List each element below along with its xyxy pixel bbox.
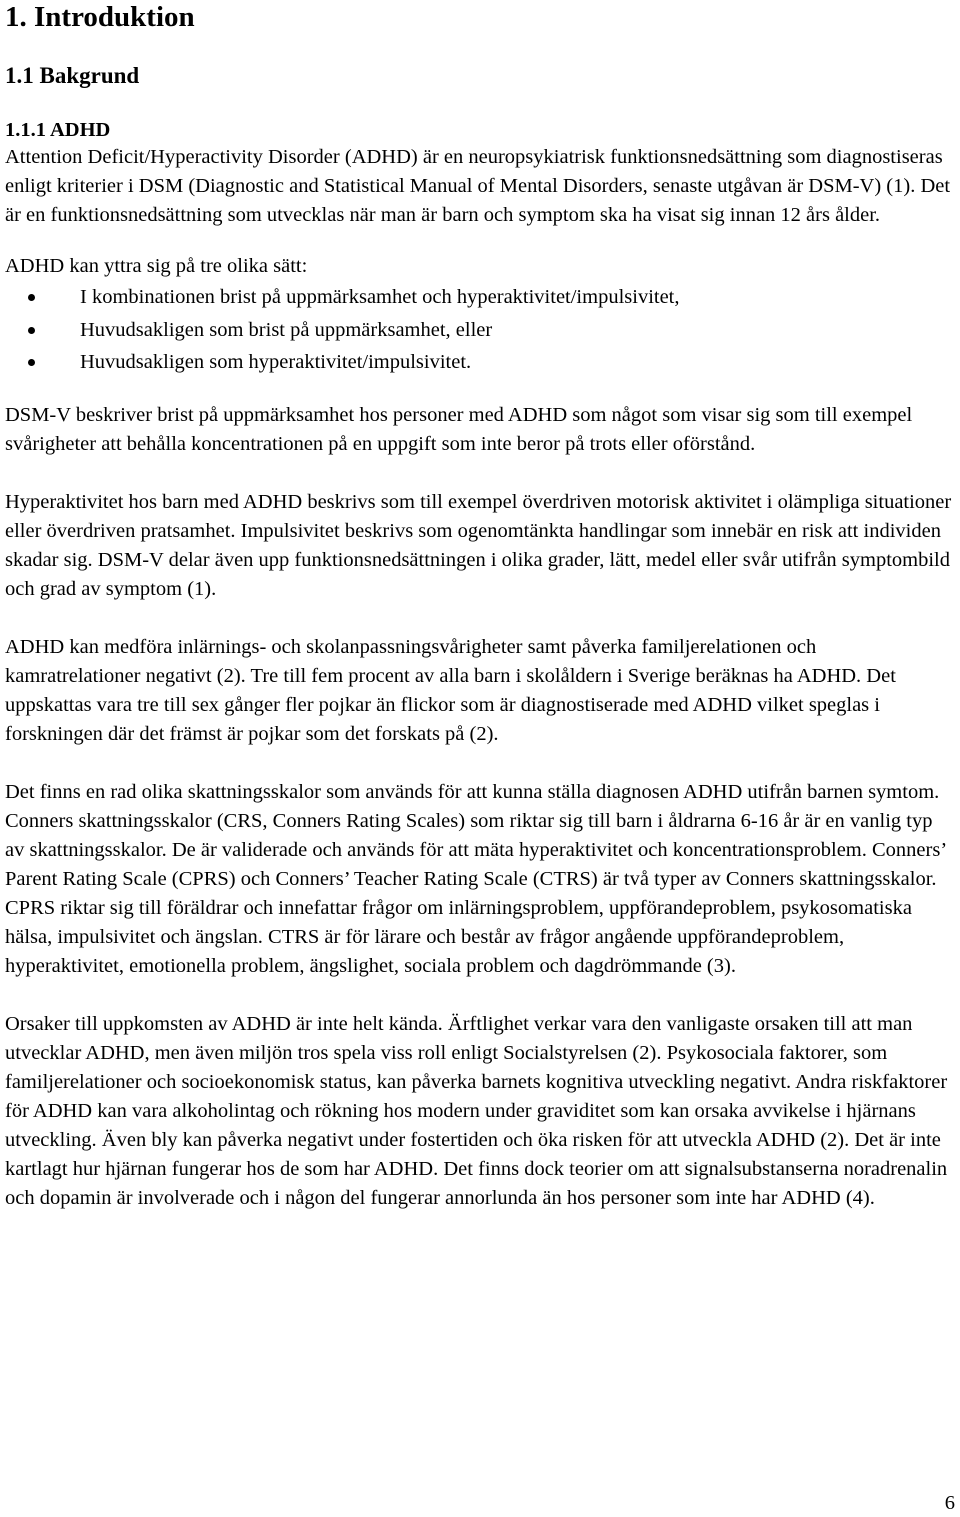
paragraph-causes: Orsaker till uppkomsten av ADHD är inte helt kända. Ärftlighet verkar vara den vanligaste orsaken till att man utvecklar ADHD, men även miljön tros spela viss roll enligt Socialstyrelsen (2). Psykosociala faktorer, som familjerelationer och socioekonomisk status, kan påverka barnets kognitiva utveckling negativt. Andra riskfaktorer för ADHD kan vara alkoholintag och rökning hos modern under graviditet som kan orsaka avvikelse i hjärnans utveckling. Även bly kan påverka negativt under fostertiden och öka risken för att utveckla ADHD (2). Det är inte kartlagt hur hjärnan fungerar hos de som har ADHD. Det finns dock teorier om att signalsubstanserna noradrenalin och dopamin är involverade och i någon del fungerar annorlunda än hos personer som inte har ADHD (4). <box>5 1012 948 1209</box>
chapter-heading: 1. Introduktion <box>5 1 195 33</box>
paragraph-hyperactivity: Hyperaktivitet hos barn med ADHD beskrivs som till exempel överdriven motorisk aktivitet i olämpliga situationer eller överdriven pratsamhet. Impulsivitet beskrivs som ogenomtänkta handlingar som innebär en risk att individen skadar sig. DSM-V delar även upp funktionsnedsättningen i olika grader, lätt, medel eller svår utifrån symptombild och grad av symptom (1). <box>5 490 952 600</box>
bullet-icon <box>28 294 35 301</box>
list-item <box>5 281 955 314</box>
list-intro: ADHD kan yttra sig på tre olika sätt: <box>5 255 308 277</box>
list-item <box>5 346 955 379</box>
list-item-text: I kombinationen brist på uppmärksamhet och hyperaktivitet/impulsivitet, <box>80 286 680 308</box>
list-item <box>5 314 955 347</box>
bullet-icon <box>28 359 35 366</box>
list-item-text: Huvudsakligen som hyperaktivitet/impulsivitet. <box>80 351 472 373</box>
bullet-icon <box>28 327 35 334</box>
section-heading: 1.1 Bakgrund <box>5 63 140 88</box>
page-number: 6 <box>944 1492 955 1514</box>
paragraph-intro: Attention Deficit/Hyperactivity Disorder (ADHD) är en neuropsykiatrisk funktionsnedsättning som diagnostiseras enligt kriterier i DSM (Diagnostic and Statistical Manual of Mental Disorders, senaste utgåvan är DSM-V) (1). Det är en funktionsnedsättning som utvecklas när man är barn och symptom ska ha visat sig innan 12 års ålder. <box>5 146 951 226</box>
subsection-heading: 1.1.1 ADHD <box>5 119 111 141</box>
paragraph-rating-scales: Det finns en rad olika skattningsskalor som används för att kunna ställa diagnosen ADHD utifrån barnen symtom. Conners skattningsskalor (CRS, Conners Rating Scales) som riktar sig till barn i åldrarna 6-16 år är en vanlig typ av skattningsskalor. De är validerade och används för att mäta hyperaktivitet och koncentrationsproblem. Conners’ Parent Rating Scale (CPRS) och Conners’ Teacher Rating Scale (CTRS) är två typer av Conners skattningsskalor. CPRS riktar sig till föräldrar och innefattar frågor om inlärningsproblem, uppförandeproblem, psykosomatiska hälsa, impulsivitet och ängslan. CTRS är för lärare och består av frågor angående uppförandeproblem, hyperaktivitet, emotionella problem, ängslighet, sociala problem och dagdrömmande (3). <box>5 780 946 977</box>
document-page <box>5 0 955 1213</box>
paragraph-learning: ADHD kan medföra inlärnings- och skolanpassningsvårigheter samt påverka familjerelationen och kamratrelationer negativt (2). Tre till fem procent av alla barn i skolåldern i Sverige beräknas ha ADHD. Det uppskattas vara tre till sex gånger fler pojkar än flickor som är diagnostiserade med ADHD vilket speglas i forskningen där det främst är pojkar som det forskats på (2). <box>5 635 896 745</box>
paragraph-dsm: DSM-V beskriver brist på uppmärksamhet hos personer med ADHD som något som visar sig som till exempel svårigheter att behålla koncentrationen på en uppgift som inte beror på trots eller oförstånd. <box>5 403 913 455</box>
bullet-list <box>5 281 955 379</box>
list-item-text: Huvudsakligen som brist på uppmärksamhet, eller <box>80 318 493 341</box>
